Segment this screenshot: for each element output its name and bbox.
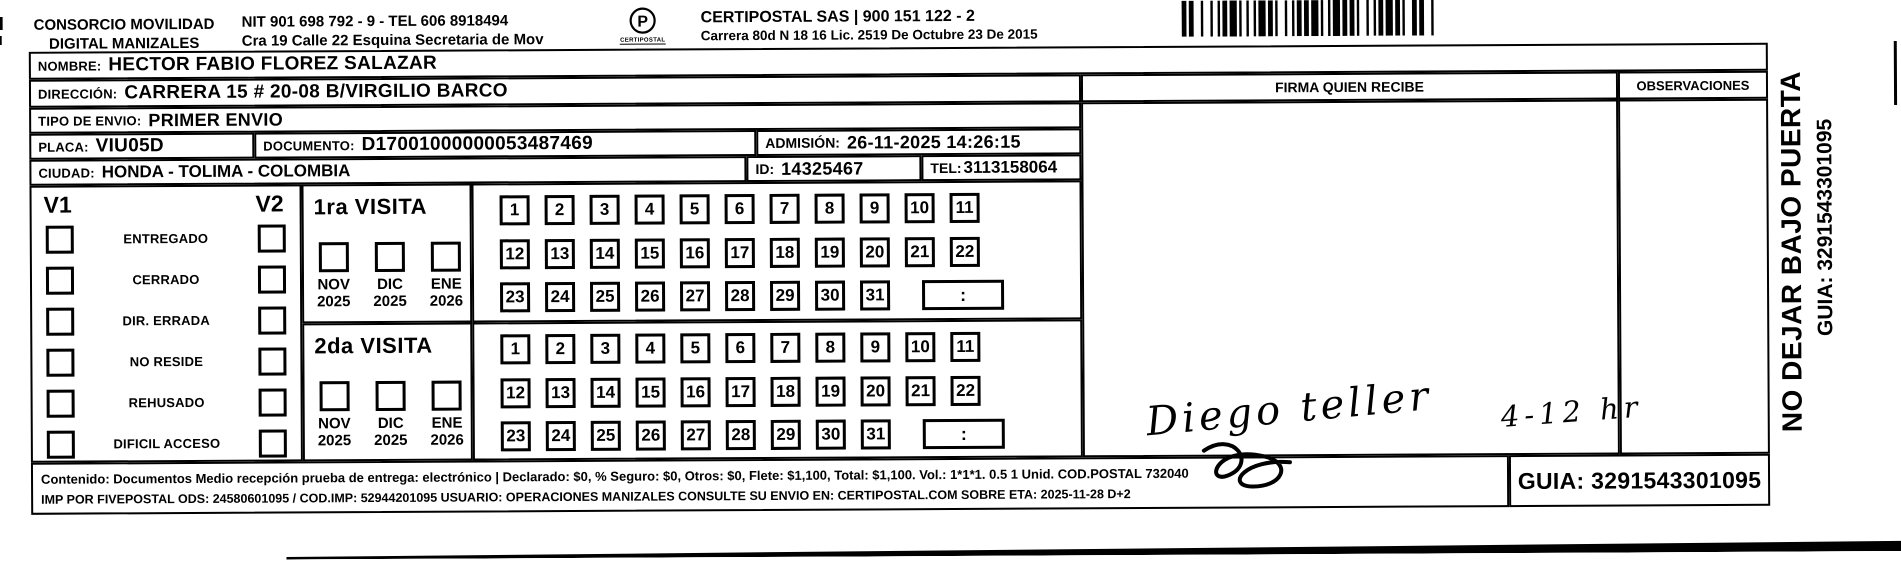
day-box-2da-visita-29: 29 bbox=[771, 420, 801, 450]
month-checkboxes bbox=[310, 242, 470, 311]
checkbox-v2-cerrado bbox=[258, 265, 286, 293]
checkbox-v1-cerrado bbox=[46, 266, 74, 294]
day-box-2da-visita-12: 12 bbox=[501, 378, 531, 408]
day-box-2da-visita-28: 28 bbox=[726, 420, 756, 450]
status-row-rehusado bbox=[33, 381, 301, 423]
checkbox-v1-entregado bbox=[46, 225, 74, 253]
day-box-2da-visita-7: 7 bbox=[770, 333, 800, 363]
v1-label: V1 bbox=[43, 191, 72, 218]
day-box-2da-visita-5: 5 bbox=[680, 333, 710, 363]
day-box-1ra-visita-31: 31 bbox=[860, 280, 890, 310]
firma-header-label: FIRMA QUIEN RECIBE bbox=[1275, 78, 1424, 96]
company-line1: CONSORCIO MOVILIDAD bbox=[33, 15, 215, 34]
checkbox-v2-dificil-acceso bbox=[259, 429, 287, 457]
day-box-2da-visita-8: 8 bbox=[815, 333, 845, 363]
time-box-1ra-visita: : bbox=[922, 280, 1004, 310]
checkbox-v2-dir-errada bbox=[258, 306, 286, 334]
status-row-cerrado bbox=[32, 258, 300, 300]
checkbox-1ra-visita-ene bbox=[431, 242, 461, 272]
operator-line2: Carrera 80d N 18 16 Lic. 2519 De Octubre 23 De 2015 bbox=[700, 26, 1038, 44]
day-box-1ra-visita-6: 6 bbox=[725, 194, 755, 224]
checkbox-v2-rehusado bbox=[259, 388, 287, 416]
barcode bbox=[1182, 0, 1514, 37]
day-box-1ra-visita-24: 24 bbox=[545, 282, 575, 312]
day-box-1ra-visita-1: 1 bbox=[500, 195, 530, 225]
day-box-1ra-visita-16: 16 bbox=[680, 238, 710, 268]
month-label: DIC bbox=[377, 414, 404, 433]
month-checkboxes bbox=[311, 381, 471, 450]
day-box-2da-visita-2: 2 bbox=[545, 334, 575, 364]
checkbox-2da-visita-ene bbox=[432, 381, 462, 411]
visit-panel-1ra-visita bbox=[301, 184, 472, 324]
status-row-entregado bbox=[32, 217, 300, 259]
observaciones-header bbox=[1618, 71, 1768, 100]
scan-artifact-right-mark bbox=[1894, 41, 1897, 105]
scan-artifact-left-mark2 bbox=[0, 36, 2, 45]
day-box-2da-visita-6: 6 bbox=[725, 333, 755, 363]
ciudad-label: CIUDAD: bbox=[38, 164, 95, 181]
day-box-1ra-visita-14: 14 bbox=[590, 239, 620, 269]
day-grid-1ra-visita bbox=[471, 180, 1082, 322]
svg-text:P: P bbox=[637, 13, 649, 31]
nit-line: NIT 901 698 792 - 9 - TEL 606 8918494 bbox=[241, 12, 509, 31]
signature-handwriting: Diego teller bbox=[1144, 373, 1435, 446]
day-box-1ra-visita-5: 5 bbox=[680, 194, 710, 224]
checkbox-v1-no-reside bbox=[46, 348, 74, 376]
day-box-1ra-visita-17: 17 bbox=[725, 238, 755, 268]
day-box-2da-visita-10: 10 bbox=[905, 332, 935, 362]
status-option-label: REHUSADO bbox=[128, 394, 205, 411]
side-guia-text: GUIA: 3291543301095 bbox=[1813, 118, 1838, 337]
side-warning-text: NO DEJAR BAJO PUERTA bbox=[1774, 70, 1808, 433]
month-label: DIC bbox=[377, 275, 403, 294]
checkbox-2da-visita-dic bbox=[376, 381, 406, 411]
day-box-1ra-visita-4: 4 bbox=[635, 194, 665, 224]
tipo-envio-value: PRIMER ENVIO bbox=[148, 108, 284, 130]
day-box-1ra-visita-20: 20 bbox=[860, 237, 890, 267]
day-box-2da-visita-25: 25 bbox=[591, 421, 621, 451]
day-box-2da-visita-18: 18 bbox=[771, 377, 801, 407]
firma-header bbox=[1081, 72, 1618, 103]
operator-block bbox=[701, 7, 1038, 46]
day-box-2da-visita-11: 11 bbox=[950, 332, 980, 362]
sender-company-name bbox=[34, 15, 215, 54]
day-box-1ra-visita-30: 30 bbox=[815, 281, 845, 311]
date-handwriting: 4-12 hr bbox=[1499, 389, 1644, 435]
cell-placa bbox=[29, 133, 254, 160]
status-head bbox=[32, 186, 300, 218]
day-box-2da-visita-22: 22 bbox=[951, 376, 981, 406]
nombre-value: HECTOR FABIO FLOREZ SALAZAR bbox=[108, 52, 438, 76]
ciudad-value: HONDA - TOLIMA - COLOMBIA bbox=[101, 161, 351, 182]
day-grid-2da-visita bbox=[472, 319, 1083, 460]
month-year: 2026 bbox=[429, 292, 464, 310]
delivery-status-panel bbox=[29, 184, 302, 462]
month-1ra-visita-ene bbox=[422, 242, 470, 310]
day-box-1ra-visita-25: 25 bbox=[590, 282, 620, 312]
day-box-1ra-visita-8: 8 bbox=[815, 194, 845, 224]
day-box-1ra-visita-18: 18 bbox=[770, 238, 800, 268]
day-box-2da-visita-3: 3 bbox=[590, 334, 620, 364]
status-option-label: DIR. ERRADA bbox=[122, 312, 210, 329]
company-line2: DIGITAL MANIZALES bbox=[48, 34, 200, 53]
checkbox-v1-dificil-acceso bbox=[47, 430, 75, 458]
status-option-label: ENTREGADO bbox=[123, 230, 209, 247]
day-box-2da-visita-14: 14 bbox=[591, 378, 621, 408]
status-row-dificil-acceso bbox=[33, 422, 301, 464]
day-box-1ra-visita-22: 22 bbox=[950, 237, 980, 267]
day-box-1ra-visita-11: 11 bbox=[950, 193, 980, 223]
day-box-1ra-visita-27: 27 bbox=[680, 281, 710, 311]
day-box-1ra-visita-29: 29 bbox=[770, 281, 800, 311]
day-box-2da-visita-16: 16 bbox=[681, 377, 711, 407]
footer-line1: Contenido: Documentos Medio recepción prueba de entrega: electrónico | Declarado: $0, % Seguro: $0, Otros: $0, Flete: $1,100, Total: $1,100. Vol.: 1*1*1. 0.5 1 Unid. COD.POSTAL 732040 bbox=[40, 465, 1189, 487]
checkbox-1ra-visita-nov bbox=[318, 242, 348, 272]
documento-value: D17001000000053487469 bbox=[361, 132, 594, 156]
checkbox-v2-no-reside bbox=[258, 347, 286, 375]
status-row-dir-errada bbox=[32, 299, 300, 341]
status-option-label: DIFICIL ACCESO bbox=[113, 435, 221, 452]
day-box-1ra-visita-9: 9 bbox=[860, 193, 890, 223]
day-box-1ra-visita-19: 19 bbox=[815, 238, 845, 268]
id-label: ID: bbox=[755, 160, 775, 178]
day-box-2da-visita-26: 26 bbox=[636, 420, 666, 450]
nombre-label: NOMBRE: bbox=[37, 57, 102, 74]
month-2da-visita-ene bbox=[423, 381, 471, 449]
day-box-2da-visita-19: 19 bbox=[816, 377, 846, 407]
visit-title: 1ra VISITA bbox=[313, 193, 428, 220]
month-year: 2025 bbox=[374, 431, 408, 450]
month-year: 2026 bbox=[430, 431, 464, 449]
status-option-label: NO RESIDE bbox=[129, 353, 204, 370]
day-box-1ra-visita-23: 23 bbox=[500, 282, 530, 312]
month-1ra-visita-dic bbox=[366, 242, 414, 310]
placa-label: PLACA: bbox=[38, 139, 89, 155]
day-box-2da-visita-4: 4 bbox=[635, 333, 665, 363]
admision-value: 26-11-2025 14:26:15 bbox=[846, 131, 1021, 153]
scan-artifact-bottom-line bbox=[286, 540, 1901, 559]
day-box-2da-visita-9: 9 bbox=[860, 332, 890, 362]
documento-label: DOCUMENTO: bbox=[263, 137, 355, 154]
tel-value: 3113158064 bbox=[963, 157, 1058, 177]
status-row-no-reside bbox=[32, 340, 300, 382]
day-box-2da-visita-21: 21 bbox=[906, 376, 936, 406]
day-box-2da-visita-17: 17 bbox=[726, 377, 756, 407]
visit-title: 2da VISITA bbox=[314, 332, 433, 359]
day-box-2da-visita-27: 27 bbox=[681, 420, 711, 450]
sender-contact-block bbox=[242, 11, 544, 51]
tel-label: TEL: bbox=[930, 159, 962, 177]
day-box-1ra-visita-21: 21 bbox=[905, 237, 935, 267]
month-label: NOV bbox=[318, 415, 351, 433]
logo-caption: CERTIPOSTAL bbox=[620, 37, 666, 44]
day-box-2da-visita-24: 24 bbox=[546, 421, 576, 451]
v2-label: V2 bbox=[255, 190, 284, 217]
checkbox-v2-entregado bbox=[258, 224, 286, 252]
time-box-2da-visita: : bbox=[923, 419, 1005, 449]
guia-number-box bbox=[1509, 454, 1770, 507]
day-box-2da-visita-20: 20 bbox=[861, 376, 891, 406]
month-2da-visita-nov bbox=[311, 381, 359, 449]
month-year: 2025 bbox=[317, 293, 351, 311]
month-label: ENE bbox=[431, 414, 463, 432]
day-box-1ra-visita-7: 7 bbox=[770, 194, 800, 224]
day-box-1ra-visita-2: 2 bbox=[545, 195, 575, 225]
footer-line2: IMP POR FIVEPOSTAL ODS: 24580601095 / COD.IMP: 52944201095 USUARIO: OPERACIONES MANIZALES CONSULTE SU ENVIO EN: CERTIPOSTAL.COM SOBRE ETA: 2025-11-28 D+2 bbox=[41, 487, 1131, 507]
direccion-label: DIRECCIÓN: bbox=[37, 85, 118, 102]
status-option-label: CERRADO bbox=[132, 271, 200, 288]
month-year: 2025 bbox=[373, 292, 407, 311]
month-2da-visita-dic bbox=[367, 381, 415, 449]
cell-documento bbox=[254, 130, 756, 159]
day-box-1ra-visita-10: 10 bbox=[905, 193, 935, 223]
day-box-2da-visita-13: 13 bbox=[546, 378, 576, 408]
placa-value: VIU05D bbox=[95, 135, 164, 157]
checkbox-v1-dir-errada bbox=[46, 307, 74, 335]
day-box-1ra-visita-3: 3 bbox=[590, 195, 620, 225]
signature-flourish bbox=[1186, 436, 1366, 499]
checkbox-v1-rehusado bbox=[47, 389, 75, 417]
certipostal-logo bbox=[617, 6, 669, 44]
day-box-2da-visita-1: 1 bbox=[500, 334, 530, 364]
day-box-2da-visita-31: 31 bbox=[861, 419, 891, 449]
day-box-2da-visita-30: 30 bbox=[816, 420, 846, 450]
cell-id bbox=[746, 155, 921, 182]
month-label: ENE bbox=[430, 275, 462, 293]
guia-number: GUIA: 3291543301095 bbox=[1517, 466, 1762, 494]
observaciones-header-label: OBSERVACIONES bbox=[1636, 77, 1750, 93]
cell-admision bbox=[756, 128, 1081, 156]
scan-artifact-left-mark bbox=[0, 17, 3, 30]
tipo-envio-label: TIPO DE ENVIO: bbox=[38, 112, 142, 129]
address-line: Cra 19 Calle 22 Esquina Secretaria de Mov bbox=[241, 31, 544, 50]
month-label: NOV bbox=[317, 276, 350, 294]
day-box-1ra-visita-26: 26 bbox=[635, 281, 665, 311]
day-box-2da-visita-23: 23 bbox=[501, 421, 531, 451]
visit-panel-2da-visita bbox=[302, 323, 473, 462]
id-value: 14325467 bbox=[781, 157, 864, 179]
day-box-1ra-visita-28: 28 bbox=[725, 281, 755, 311]
day-box-1ra-visita-13: 13 bbox=[545, 239, 575, 269]
day-box-2da-visita-15: 15 bbox=[636, 377, 666, 407]
cell-tel bbox=[921, 154, 1081, 181]
day-box-1ra-visita-12: 12 bbox=[500, 239, 530, 269]
certipostal-logo-icon bbox=[626, 7, 660, 37]
admision-label: ADMISIÓN: bbox=[765, 134, 840, 151]
checkbox-2da-visita-nov bbox=[319, 381, 349, 411]
month-1ra-visita-nov bbox=[310, 242, 358, 310]
direccion-value: CARRERA 15 # 20-08 B/VIRGILIO BARCO bbox=[124, 80, 508, 104]
cell-ciudad bbox=[29, 156, 746, 186]
day-box-1ra-visita-15: 15 bbox=[635, 238, 665, 268]
checkbox-1ra-visita-dic bbox=[375, 242, 405, 272]
month-year: 2025 bbox=[317, 432, 352, 450]
operator-line1: CERTIPOSTAL SAS | 900 151 122 - 2 bbox=[700, 7, 975, 27]
